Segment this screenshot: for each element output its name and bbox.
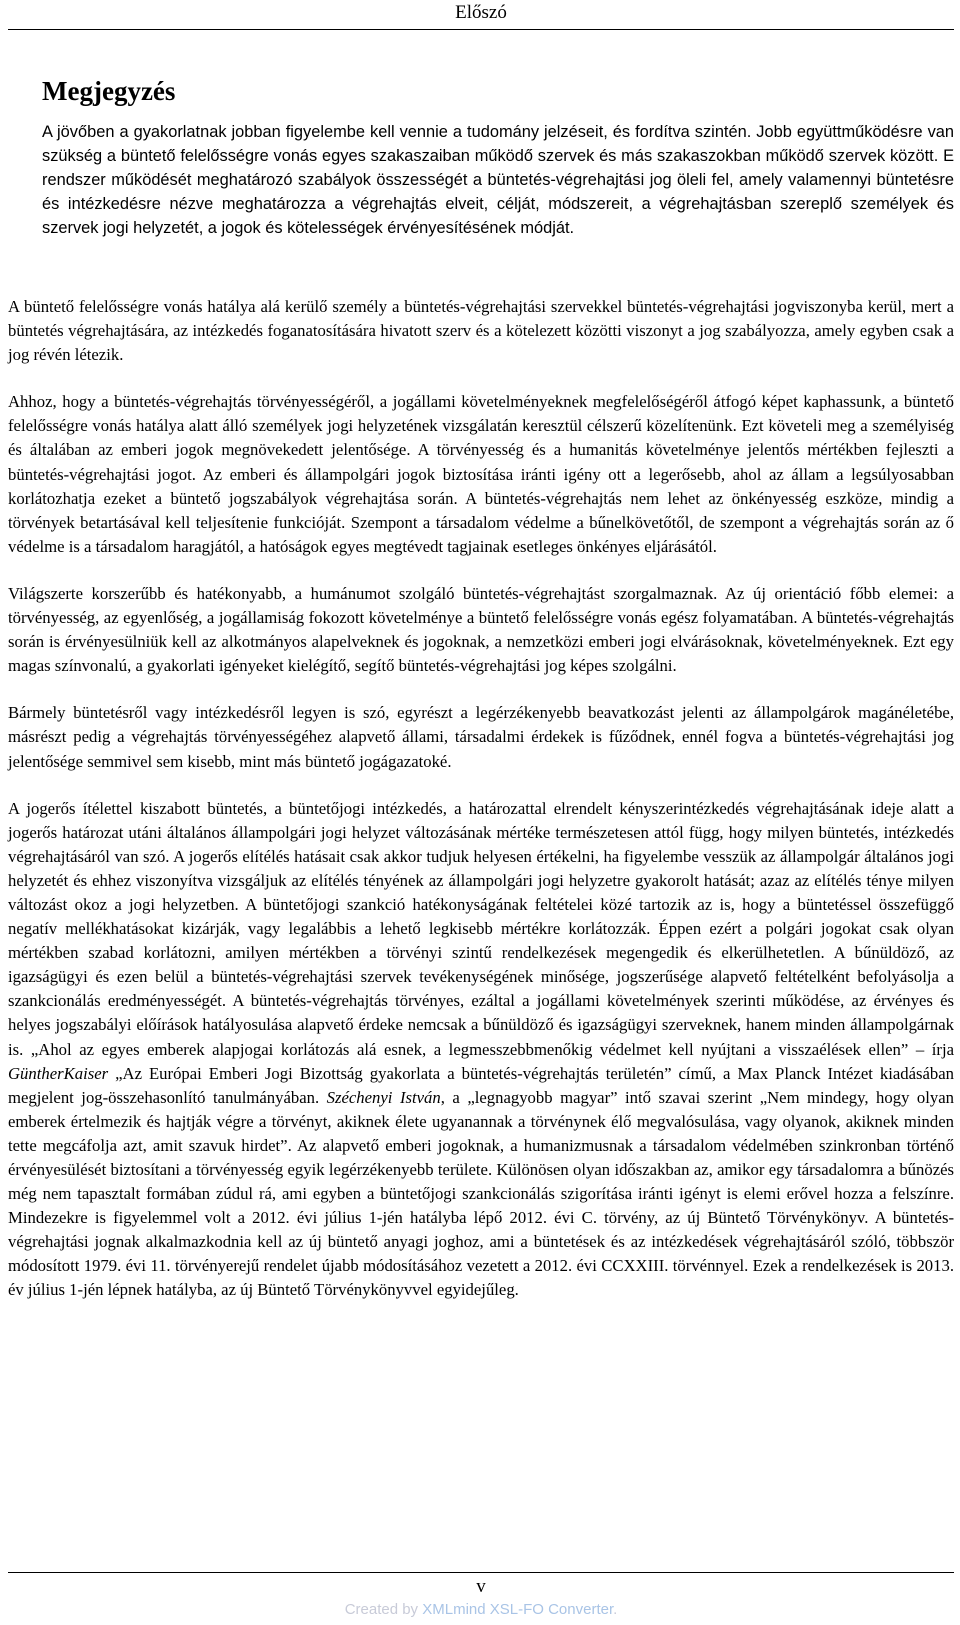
paragraph-text: A jogerős ítélettel kiszabott büntetés, a büntetőjogi intézkedés, a határozattal elrendelt kényszerintézkedés végrehajtásának ideje alatt a jogerős határozat utáni általános állampolgári jogi helyzet változásának mértéke természetesen attól függ, hogy milyen büntetés, intézkedés végrehajtásáról van szó. A jogerős elítélés hatásait csak akkor tudjuk helyesen értékelni, ha figyelembe vesszük az állampolgár általános jogi helyzetét és ehhez viszonyítva vizsgáljuk az elítélés tényének az állampolgári jogi helyzetre gyakorolt hatását; azaz az elítélés ténye milyen változást okoz a jogi helyzetben. A büntetőjogi szankció hatékonyságának feltételei közé tartozik az is, hogy a büntetéssel összefüggő negatív mellékhatásokat kizárják, vagy legalábbis a lehető legkisebb mértékre korlátozzák. Éppen ezért a polgári jogokat csak olyan mértékben szabad korlátozni, amilyen mértékben a törvényi szintű rendelkezések megengedik és elkerülhetetlen. A bűnüldöző, az igazságügyi és ezen belül a büntetés-végrehajtási szervek tevékenységének minősége, jogszerűsége alapvető feltételként befolyásolja a szankcionálás eredményességét. A büntetés-végrehajtás törvényes, ezáltal a jogállami követelmények szerinti működése, az érvényes és helyes jogszabályi előírások hatályosulása alapvető érdeke nemcsak a bűnüldöző és igazságügyi szerveknek, hanem minden állampolgárnak is. „Ahol az egyes emberek alapjogai korlátozás alá esnek, a legmesszebbmenőkig védelmet kell nyújtani a visszaélések ellen” – írja [8, 798, 954, 1059]
watermark-brand: XMLmind XSL-FO Converter [422, 1601, 614, 1618]
body-text [8, 295, 954, 1326]
watermark-prefix: Created by [344, 1601, 423, 1618]
note-block [42, 74, 954, 240]
footer-divider [8, 1572, 954, 1573]
paragraph: Világszerte korszerűbb és hatékonyabb, a humánumot szolgáló büntetés-végrehajtást szorgalmaznak. Az új orientáció főbb elemei: a törvényesség, az egyenlőség, a jogállamiság fokozott követelménye a büntető felelősségre vonás egész folyamatában. A büntetés-végrehajtás során is érvényesülniük kell az alkotmányos alapelveknek és jogoknak, a nemzetközi emberi jogi elvárásoknak, követelményeknek. Ezt egy magas színvonalú, a gyakorlati igényeket kielégítő, segítő büntetés-végrehajtási jog képes szolgálni. [8, 583, 954, 676]
paragraph: Bármely büntetésről vagy intézkedésről legyen is szó, egyrészt a legérzékenyebb beavatkozást jelenti az állampolgárok magánéletébe, másrészt pedig a végrehajtás törvényességéhez alapvető állami, társadalmi érdekek is fűződnek, ennél fogva a büntetés-végrehajtási jog jelentősége semmivel sem kisebb, mint más büntető jogágazatoké. [8, 703, 954, 771]
paragraph-text: „Az Európai Emberi Jogi Bizottság gyakorlata a büntetés-végrehajtás területén” című, a Max Planck Intézet kiadásában megjelent jog-összehasonlító tanulmányában. [8, 1063, 954, 1107]
paragraph-text: , a „legnagyobb magyar” intő szavai szerint „Nem mindegy, hogy olyan emberek értelmezik és hajtják végre a törvényt, akiknek élete ugyanannak a törvénynek élő megvalósulása, vagy olyanok, akiknek minden tette megcáfolja azt, amit szavuk hirdet”. Az alapvető emberi jogoknak, a humanizmusnak a társadalom védelmében szinkronban történő érvényesülését biztosítani a törvényesség egyik legérzékenyebb területe. Különösen olyan időszakban az, amikor egy társadalomra a bűnözés még nem tapasztalt formában zúdul rá, ami egyben a büntetőjogi szankcionálás szigorítása iránti igényt is elemi erővel hozza a felszínre. Mindezekre is figyelemmel volt a 2012. évi július 1-jén hatályba lépő 2012. évi C. törvény, az új Büntető Törvénykönyv. A büntetés-végrehajtási jognak alkalmazkodnia kell az új büntető anyagi joghoz, ami a büntetések és az intézkedések végrehajtásáról szóló, többször módosított 1979. évi 11. törvényerejű rendelet újabb módosításához vezetett a 2012. évi CCXXIII. törvénnyel. Ezek a rendelkezések is 2013. év július 1-jén lépnek hatályba, az új Büntető Törvénykönyvvel egyidejűleg. [8, 1087, 955, 1300]
paragraph-long [8, 797, 954, 1303]
paragraph: A büntető felelősségre vonás hatálya alá kerülő személy a büntetés-végrehajtási szervekkel büntetés-végrehajtási jogviszonyba kerül, mert a büntetés végrehajtására, az intézkedés foganatosítására hivatott szerv és a kötelezett közötti viszonyt a jog szabályozza, amely egyben csak a jog révén létezik. [8, 297, 954, 365]
paragraph: Ahhoz, hogy a büntetés-végrehajtás törvényességéről, a jogállami követelményeknek megfelelőségéről átfogó képet kaphassunk, a büntető felelősségre vonás hatálya alatt álló személyek jogi helyzetének vizsgálatán keresztül célszerű közelítenünk. Ezt követeli meg a személyiség és általában az emberi jogok megnövekedett jelentősége. A törvényesség és a humanitás követelménye jelentős mértékben fejleszti a büntetés-végrehajtási jogot. Az emberi és állampolgári jogok biztosítása iránti igény ott a legerősebb, ahol az állam a legsúlyosabban korlátozhatja ezeket a büntető jogszabályok végrehajtása során. A büntetés-végrehajtás nem lehet az önkényesség eszköze, mindig a törvények betartásával kell teljesítenie funkcióját. Szempont a társadalom védelme a bűnelkövetőtől, de szempont a végrehajtás során az ő védelme is a társadalom haragjától, a hatóságok egyes megtévedt tagjainak esetleges önkényes eljárásától. [8, 392, 954, 556]
watermark-suffix: . [613, 1601, 618, 1618]
note-title: Megjegyzés [42, 76, 176, 106]
page-number: v [476, 1576, 486, 1597]
page-header: Előszó [8, 0, 954, 30]
author-name: GüntherKaiser [8, 1063, 109, 1083]
author-name: Széchenyi István [326, 1087, 441, 1107]
watermark [8, 1600, 954, 1620]
note-text: A jövőben a gyakorlatnak jobban figyelembe kell vennie a tudomány jelzéseit, és fordítva szintén. Jobb együttműködésre van szükség a büntető felelősségre vonás egyes szakaszaiban működő szervek és más szakaszokban működő szervek között. E rendszer működését meghatározó szabályok összességét a büntetés-végrehajtási jog öleli fel, amely valamennyi büntetésre és intézkedésre nézve meghatározza a végrehajtás elveit, célját, módszereit, a végrehajtásban szereplő személyek és szervek jogi helyzetét, a jogok és kötelességek érvényesítésének módját. [42, 123, 954, 237]
